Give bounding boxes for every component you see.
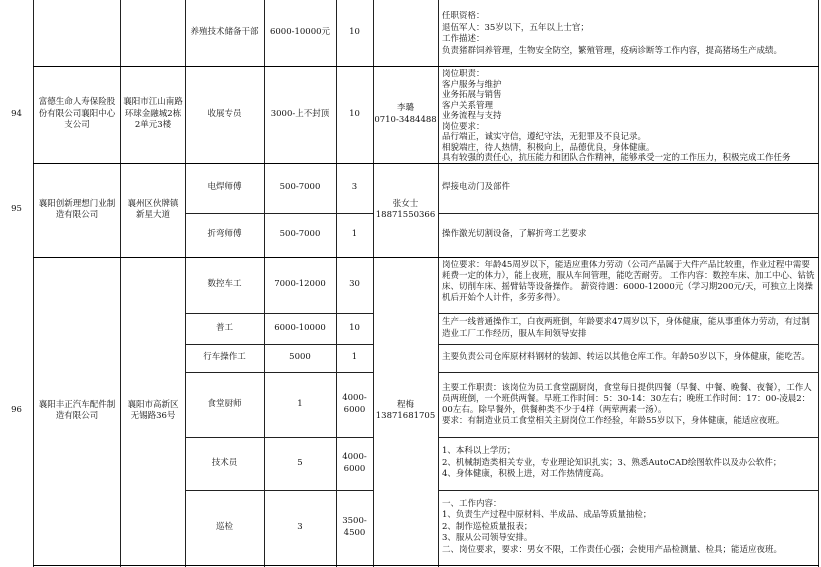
position-title: 电焊师傅 [207, 182, 242, 193]
position-title: 食堂厨师 [207, 398, 242, 409]
position-description: 任职资格： 退伍军人：35岁以下，五年以上士官； 工作描述： 负责猪群饲养管理，生物安全防空，繁殖管理，疫病诊断等工作内容，提高猪场生产成绩。 [442, 11, 783, 56]
position-title: 技术员 [211, 457, 238, 468]
company-name: 襄阳创新理想门业制造有限公司 [38, 198, 116, 220]
position-count: 1 [351, 229, 358, 240]
contact-info: 张女士 18871550366 [375, 198, 436, 220]
position-count: 1 [351, 352, 358, 363]
position-salary: 6000-10000元 [269, 27, 331, 38]
contact-info: 李璐 0710-3484488 [374, 103, 437, 125]
position-description: 1、本科以上学历； 2、机械制造类相关专业，专业理论知识扎实；3、熟悉AutoCAD绘图软件以及办公软件； 4、身体健康，积极上进，对工作热情度高。 [442, 446, 782, 480]
position-description: 一、工作内容： 1、负责生产过程中原材料、半成品、成品等质量抽检； 2、制作巡检质量报表； 3、服从公司领导安排。 二、岗位要求，要求：男女不限，工作责任心强；会使用产品检测量、检具；能适应夜班。 [442, 498, 783, 555]
position-description: 主要工作职责：该岗位为员工食堂副厨岗，食堂每日提供四餐（早餐、中餐、晚餐、夜餐），工作人员两班倒，一个班供两餐。早班工作时间：5：30-14：30左右；晚班工作时间：17：00-凌晨2：00左右。除早餐外，供餐种类不少于4样（两荤两素一汤）。 要求：有制造业员工食堂相关主厨岗位工作经验，年龄55岁以下，身体健康，能适应夜班。 [442, 382, 812, 426]
position-title: 数控车工 [207, 279, 242, 290]
position-count: 30 [349, 279, 360, 290]
company-name: 富德生命人寿保险股份有限公司襄阳中心支公司 [38, 97, 116, 131]
position-salary: 6000-10000 [274, 322, 326, 333]
position-count: 4000- 6000 [342, 393, 367, 415]
position-description: 焊接电动门及部件 [442, 182, 511, 193]
position-count: 3500- 4500 [342, 516, 367, 538]
position-salary: 3000-上不封顶 [270, 108, 330, 119]
position-title: 折弯师傅 [207, 229, 242, 240]
position-salary: 1 [297, 398, 303, 409]
company-address: 襄州区伙牌镇新星大道 [127, 198, 179, 220]
company-address: 襄阳市高新区无锡路36号 [127, 399, 179, 421]
company-address: 襄阳市江山南路环球金融城2栋2单元3楼 [123, 97, 183, 131]
position-salary: 5 [297, 457, 303, 468]
contact-info: 程梅 13871681705 [375, 399, 436, 421]
position-title: 收展专员 [207, 108, 242, 119]
position-description: 生产一线普通操作工，白夜两班倒，年龄要求47周岁以下，身体健康，能从事重体力劳动，有过制造业工厂工作经历，服从车间领导安排 [442, 317, 810, 339]
position-description: 操作激光切割设备，了解折弯工艺要求 [442, 229, 587, 240]
position-salary: 500-7000 [279, 182, 321, 193]
position-title: 行车操作工 [203, 352, 246, 363]
row-line-bottom [33, 565, 819, 566]
table-border-right [818, 0, 819, 567]
position-salary: 3 [297, 521, 303, 532]
position-salary: 7000-12000 [274, 279, 326, 290]
position-description: 岗位职责： 客户服务与维护 业务拓展与销售 客户关系管理 业务流程与支持 岗位要求： 品行端正，诚实守信，遵纪守法，无犯罪及不良记录。 相貌端庄，待人热情，积极向上，品德优良，身体健康。 具有较强的责任心，抗压能力和团队合作精神，能够承受一定的工作压力，积极完成工作任务 [442, 69, 791, 162]
row-number: 96 [11, 405, 22, 416]
position-title: 巡检 [215, 521, 233, 532]
company-name: 襄阳丰正汽车配件制造有限公司 [38, 399, 116, 421]
position-count: 10 [349, 27, 360, 38]
position-count: 10 [349, 108, 360, 119]
row-number: 94 [11, 108, 22, 119]
row-number: 95 [11, 204, 22, 215]
position-title: 养殖技术储备干部 [190, 27, 259, 38]
position-description: 岗位要求：年龄45周岁以下，能适应重体力劳动（公司产品属于大件产品比较重，作业过程中需要耗费一定的体力），能上夜班，服从车间管理，能吃苦耐劳。 工作内容：数控车床、加工中心、钻铣床、切削车床、摇臂钻等设备操作。 薪资待遇：6000-12000元（学习期200元/天，可独立上岗操机后开始个人计件，多劳多得）。 [442, 260, 815, 303]
position-salary: 500-7000 [279, 229, 321, 240]
position-salary: 5000 [289, 352, 311, 363]
position-count: 4000- 6000 [342, 452, 367, 474]
position-count: 10 [349, 322, 360, 333]
position-title: 普工 [215, 322, 233, 333]
position-count: 3 [351, 182, 358, 193]
position-description: 主要负责公司仓库原材料钢材的装卸、转运以其他仓库工作。年龄50岁以下，身体健康，能吃苦。 [442, 352, 810, 363]
